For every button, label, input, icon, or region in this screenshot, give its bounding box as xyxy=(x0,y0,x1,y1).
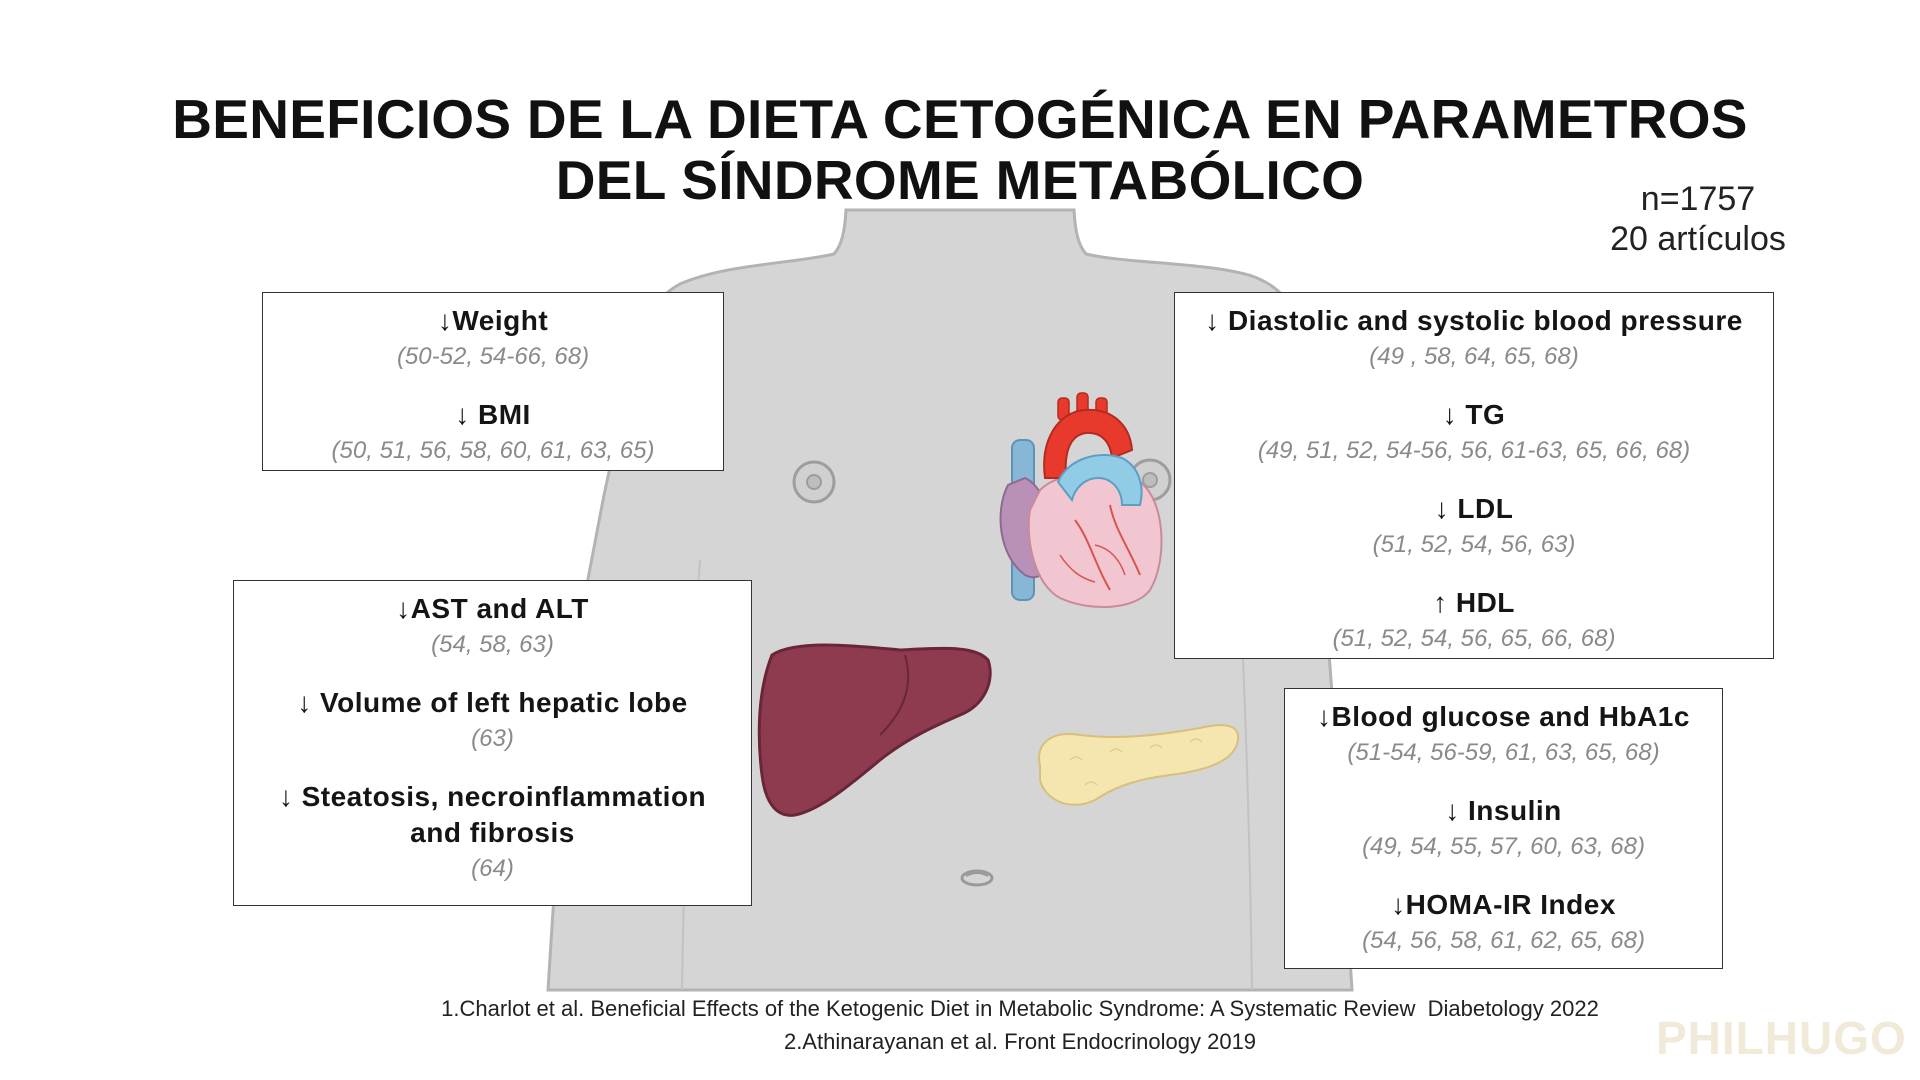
finding-label: ↓ Volume of left hepatic lobe xyxy=(297,687,688,718)
finding-label: ↓Blood glucose and HbA1c xyxy=(1317,701,1690,732)
finding-label: ↓AST and ALT xyxy=(396,593,589,624)
finding-references: (64) xyxy=(471,855,514,882)
finding-references: (50-52, 54-66, 68) xyxy=(396,343,590,370)
title-line-2: DEL SÍNDROME METABÓLICO xyxy=(555,149,1365,211)
glucose-finding xyxy=(1285,699,1722,771)
finding-references: (54, 58, 63) xyxy=(431,631,554,658)
finding-label-line-1: ↓ Steatosis, necroinflammation xyxy=(278,781,707,812)
left-nipple-icon xyxy=(794,462,834,502)
homa-ir-finding xyxy=(1285,887,1722,959)
finding-label: ↓HOMA-IR Index xyxy=(1391,889,1616,920)
finding-references: (63) xyxy=(471,725,514,752)
reference-2: 2.Athinarayanan et al. Front Endocrinology 2019 xyxy=(783,1029,1257,1054)
ldl-finding xyxy=(1175,491,1773,563)
tg-finding xyxy=(1175,397,1773,469)
finding-label-line-2: and fibrosis xyxy=(410,817,575,848)
finding-label: ↓ TG xyxy=(1442,399,1506,430)
bmi-finding xyxy=(263,397,723,469)
sample-info xyxy=(1560,179,1836,259)
finding-label: ↓ LDL xyxy=(1434,493,1514,524)
blood-pressure-finding xyxy=(1175,303,1773,375)
finding-label: ↓ BMI xyxy=(455,399,531,430)
ast-alt-finding xyxy=(234,591,751,663)
finding-references: (51, 52, 54, 56, 63) xyxy=(1372,531,1576,558)
finding-references: (54, 56, 58, 61, 62, 65, 68) xyxy=(1362,927,1645,954)
finding-references: (49, 54, 55, 57, 60, 63, 68) xyxy=(1362,833,1645,860)
finding-references: (50, 51, 56, 58, 60, 61, 63, 65) xyxy=(331,437,655,464)
sample-size: n=1757 xyxy=(1640,180,1756,218)
steatosis-finding xyxy=(234,779,751,887)
weight-finding xyxy=(263,303,723,375)
article-count: 20 artículos xyxy=(1610,220,1786,258)
finding-references: (49, 51, 52, 54-56, 56, 61-63, 65, 66, 68) xyxy=(1257,437,1691,464)
finding-references: (51-54, 56-59, 61, 63, 65, 68) xyxy=(1347,739,1660,766)
insulin-finding xyxy=(1285,793,1722,865)
body-weight-box xyxy=(262,292,724,471)
hepatic-box xyxy=(233,580,752,906)
title-line-1: BENEFICIOS DE LA DIETA CETOGÉNICA EN PARAMETROS xyxy=(172,88,1748,150)
glycemic-box xyxy=(1284,688,1723,969)
reference-1: 1.Charlot et al. Beneficial Effects of the Ketogenic Diet in Metabolic Syndrome: A Systematic Review Diabetology 2022 xyxy=(441,996,1599,1021)
hdl-finding xyxy=(1175,585,1773,657)
cardiovascular-box xyxy=(1174,292,1774,659)
finding-references: (51, 52, 54, 56, 65, 66, 68) xyxy=(1332,625,1616,652)
references-footer xyxy=(220,992,1820,1058)
finding-references: (49 , 58, 64, 65, 68) xyxy=(1369,343,1579,370)
finding-label: ↓ Insulin xyxy=(1445,795,1562,826)
finding-label: ↓Weight xyxy=(437,305,549,336)
watermark-logo: PHILHUGO xyxy=(1656,1012,1907,1064)
hepatic-lobe-finding xyxy=(234,685,751,757)
finding-label: ↓ Diastolic and systolic blood pressure xyxy=(1205,305,1743,336)
finding-label: ↑ HDL xyxy=(1433,587,1515,618)
